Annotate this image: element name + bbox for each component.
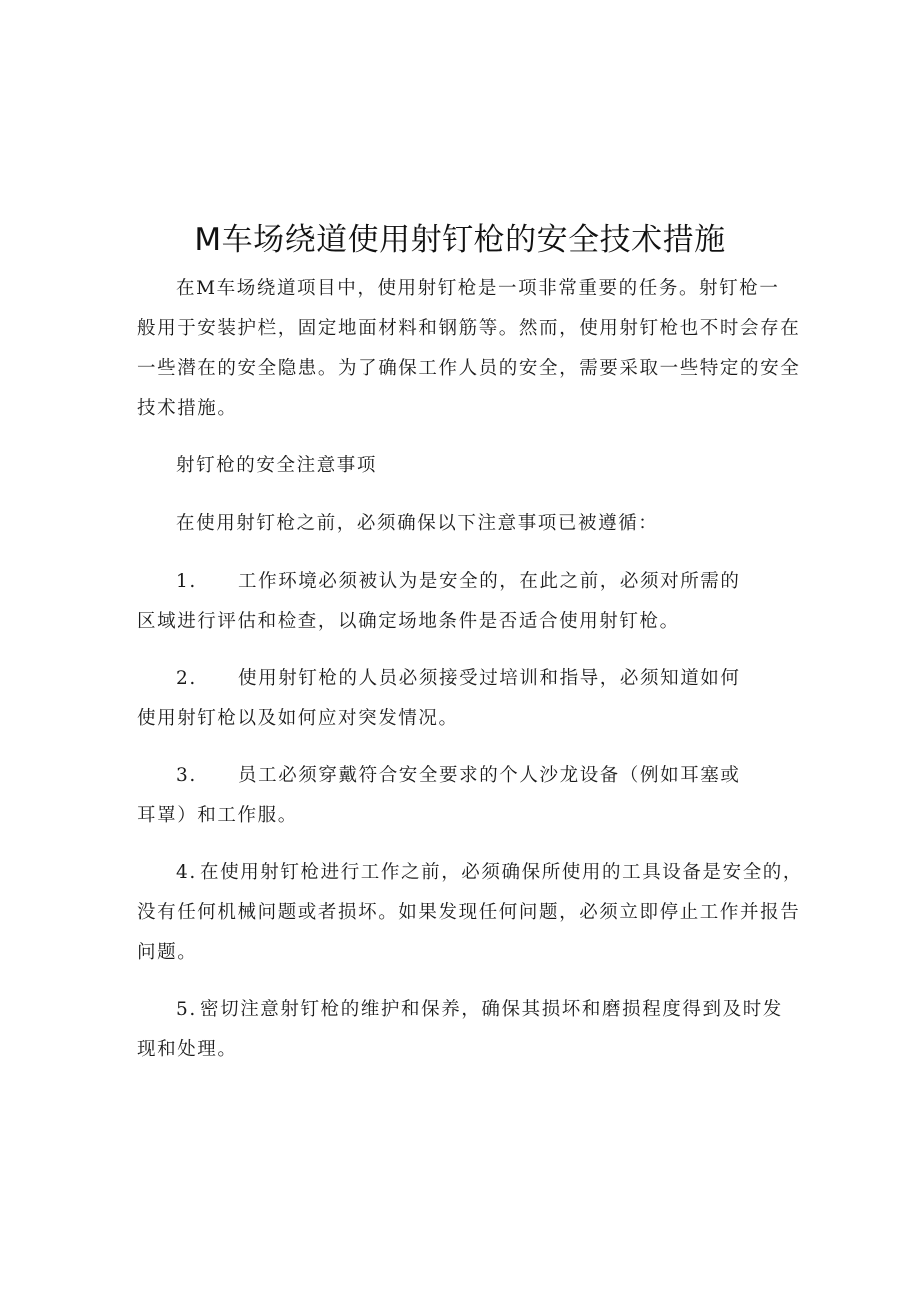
list-item-text: 耳罩）和工作服。 (137, 805, 298, 826)
list-item-number: 2. (176, 668, 197, 689)
list-item-3 (137, 756, 797, 836)
page-title: M车场绕道使用射钉枪的安全技术措施 (194, 222, 726, 258)
list-item-1 (137, 562, 797, 642)
list-item-text: 问题。 (137, 942, 198, 963)
list-item-5 (137, 990, 797, 1070)
intro-paragraph (137, 269, 801, 429)
section-heading (137, 446, 797, 486)
list-item-first-line (137, 756, 797, 796)
lead-paragraph (137, 504, 797, 544)
intro-line: 般用于安装护栏，固定地面材料和钢筋等。然而，使用射钉枪也不时会存在 (137, 318, 801, 339)
list-item-number: 4. (176, 862, 197, 883)
list-item-text: 使用射钉枪以及如何应对突发情况。 (137, 708, 459, 729)
intro-line: 一些潜在的安全隐患。为了确保工作人员的安全，需要采取一些特定的安全 (137, 358, 801, 379)
section-heading-text: 射钉枪的安全注意事项 (176, 455, 378, 476)
list-item-first-line (137, 562, 797, 602)
list-item-text: 现和处理。 (137, 1039, 238, 1060)
list-item-first-line (137, 990, 797, 1030)
list-item-first-line (137, 659, 797, 699)
list-item-text: 员工必须穿戴符合安全要求的个人沙龙设备（例如耳塞或 (238, 765, 741, 786)
list-item-number: 1. (176, 571, 197, 592)
list-item-4 (137, 853, 804, 973)
list-item-text: 区域进行评估和检查，以确定场地条件是否适合使用射钉枪。 (137, 611, 680, 632)
intro-line: 技术措施。 (137, 398, 238, 419)
list-item-text: 密切注意射钉枪的维护和保养，确保其损坏和磨损程度得到及时发 (200, 999, 783, 1020)
list-item-first-line (137, 853, 804, 893)
list-item-text: 使用射钉枪的人员必须接受过培训和指导，必须知道如何 (238, 668, 741, 689)
list-item-number: 3. (176, 765, 197, 786)
list-item-number: 5. (176, 999, 197, 1020)
list-item-text: 在使用射钉枪进行工作之前，必须确保所使用的工具设备是安全的， (200, 862, 804, 883)
intro-line: 在M车场绕道项目中，使用射钉枪是一项非常重要的任务。射钉枪一 (176, 278, 780, 299)
list-item-2 (137, 659, 797, 739)
list-item-text: 工作环境必须被认为是安全的，在此之前，必须对所需的 (238, 571, 741, 592)
list-item-text: 没有任何机械问题或者损坏。如果发现任何问题，必须立即停止工作并报告 (137, 902, 801, 923)
lead-text: 在使用射钉枪之前，必须确保以下注意事项已被遵循： (176, 513, 659, 534)
